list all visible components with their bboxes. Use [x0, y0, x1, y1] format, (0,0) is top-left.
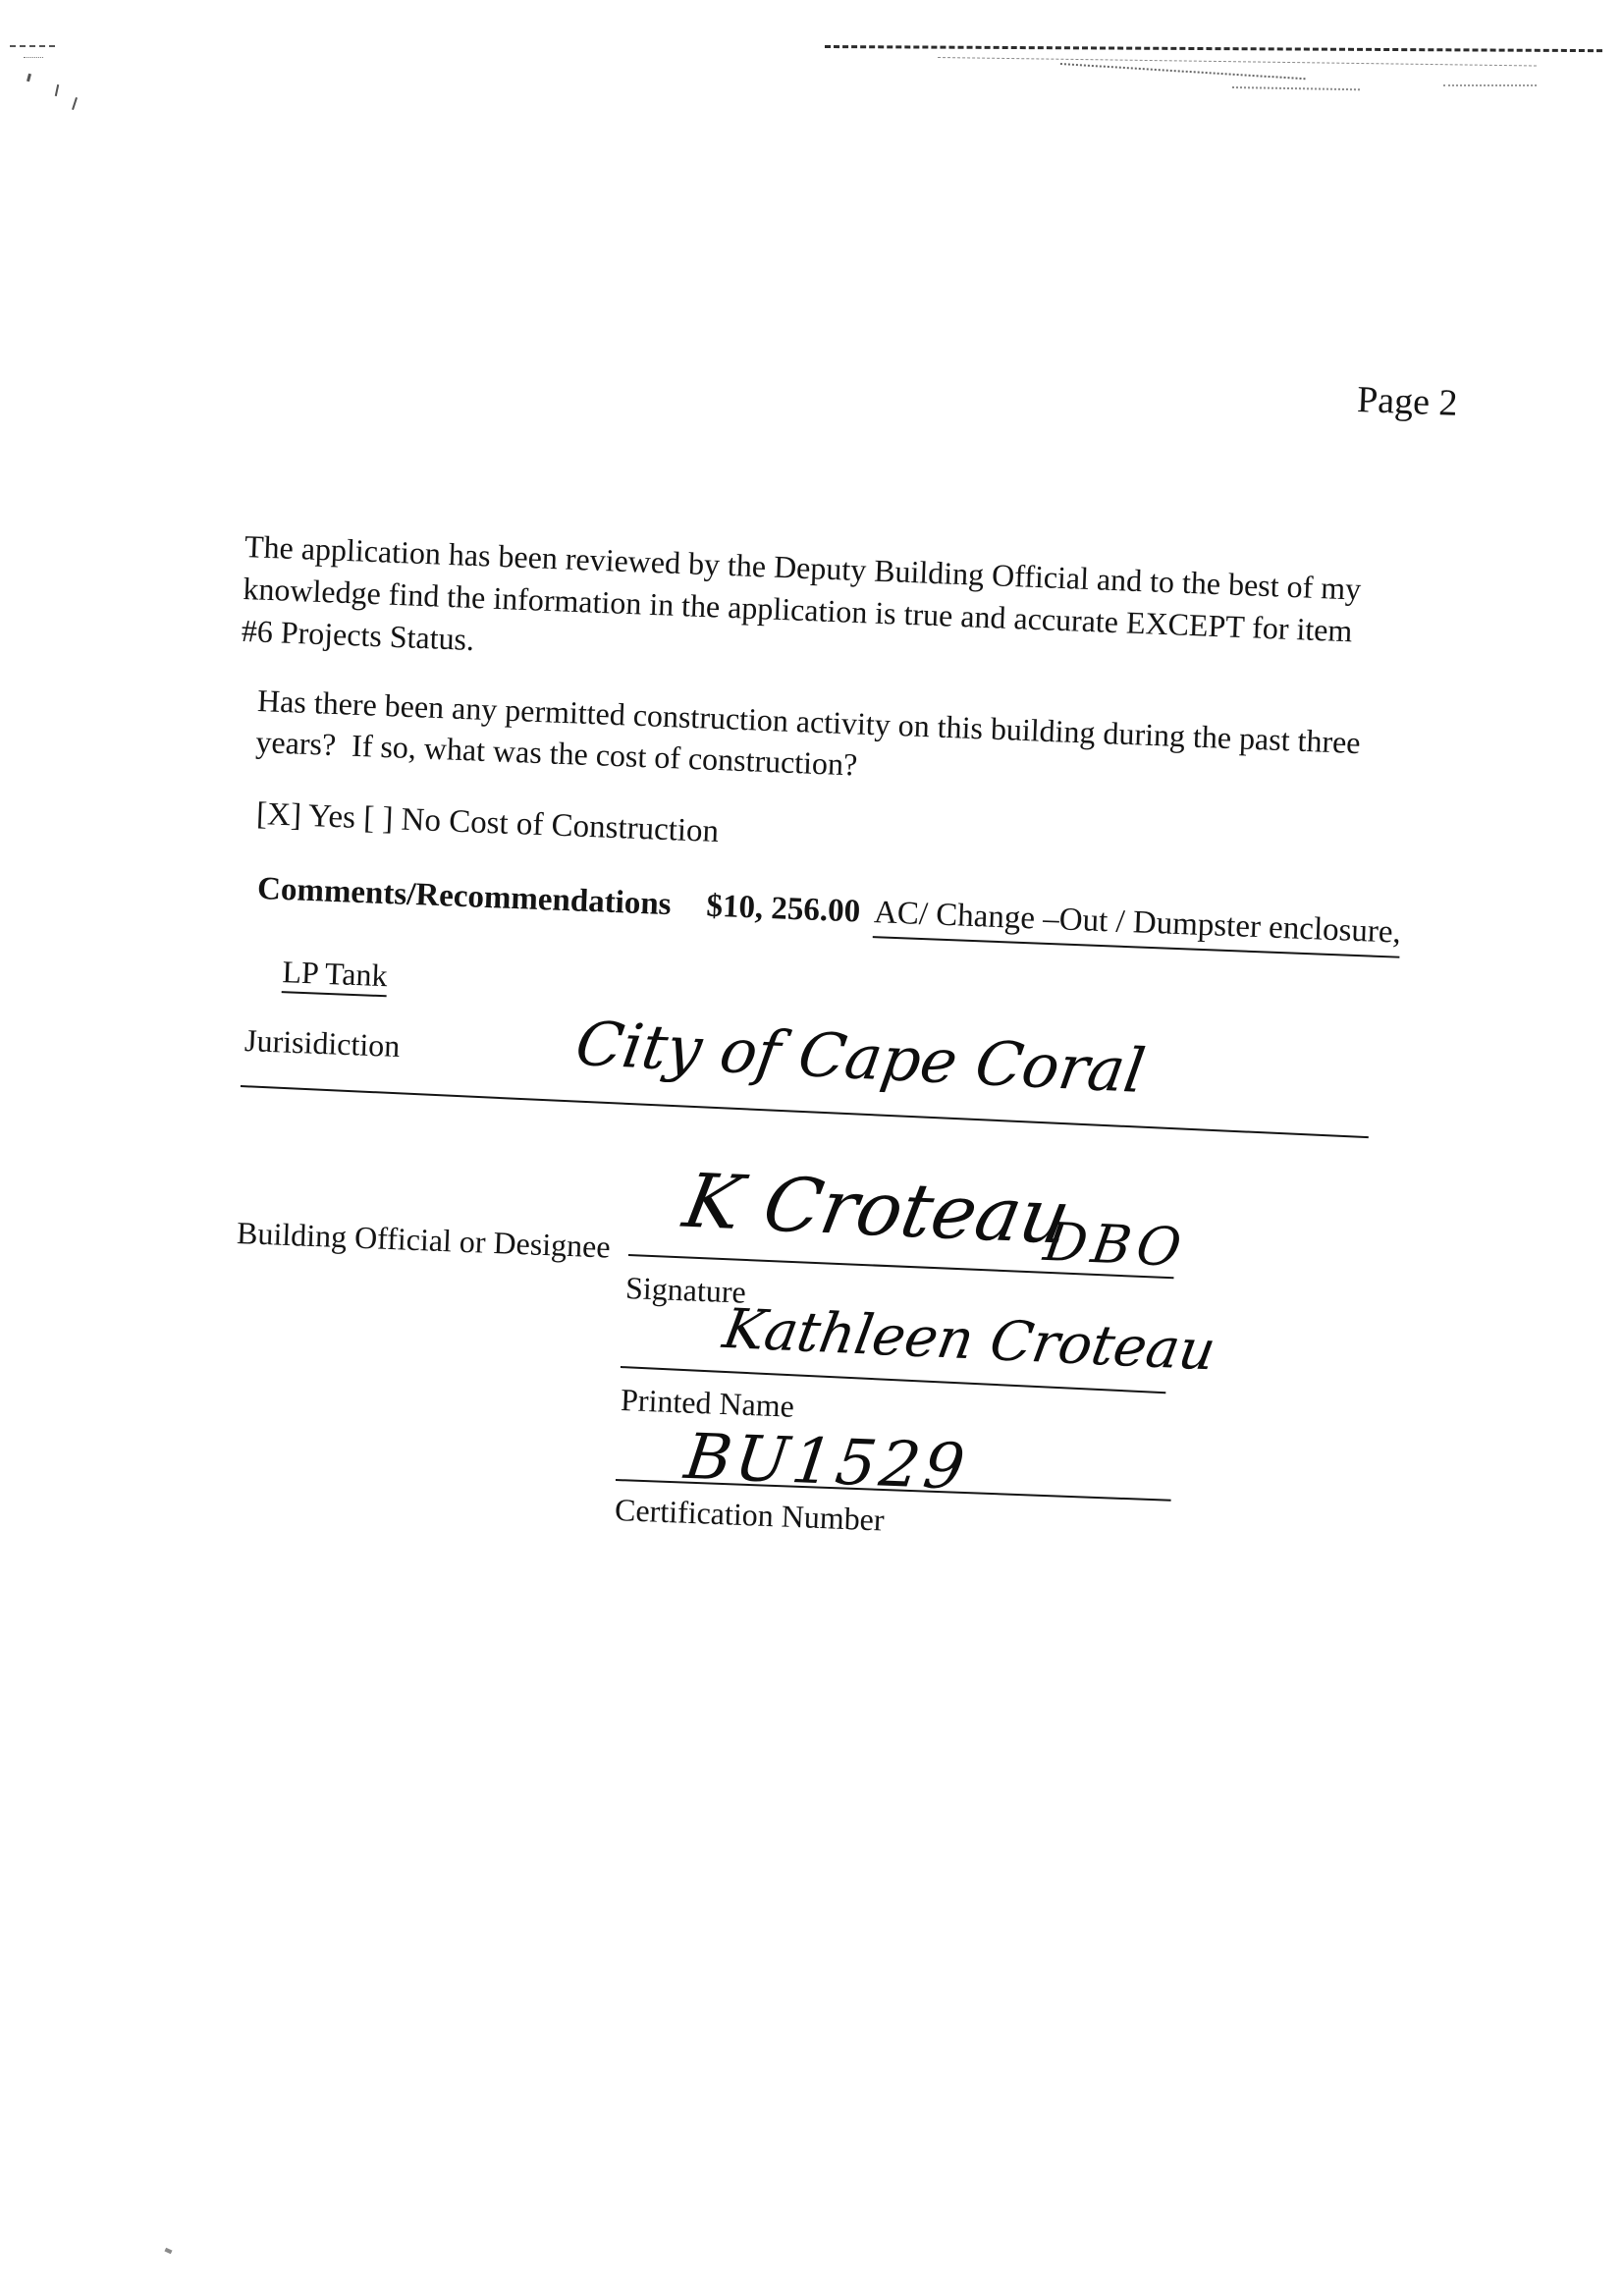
scan-noise-dots [1232, 86, 1360, 90]
signature-handwriting: K Croteau [676, 1157, 1077, 1261]
lp-tank-text: LP Tank [282, 954, 389, 997]
comments-amount: $10, 256.00 [705, 888, 861, 930]
jurisdiction-handwriting: City of Cape Coral [570, 1008, 1150, 1107]
yes-no-answer-line: [X] Yes [ ] No Cost of Construction [255, 795, 720, 850]
certification-number-handwriting: BU1529 [680, 1421, 973, 1504]
scan-noise-line [825, 45, 1602, 52]
scan-speck [27, 74, 31, 82]
scan-speck [72, 97, 78, 110]
scan-speck-bottom [164, 2248, 172, 2255]
comments-detail: AC/ Change –Out / Dumpster enclosure, [873, 892, 1401, 958]
comments-label: Comments/Recommendations [256, 870, 673, 923]
scan-noise-dots [1060, 63, 1306, 80]
scan-noise-dash [24, 57, 43, 58]
page-number: Page 2 [1356, 379, 1459, 424]
jurisdiction-label: Jurisidiction [243, 1021, 401, 1065]
jurisdiction-line [241, 1085, 1369, 1138]
scan-noise-line-faint [938, 57, 1537, 67]
signature-suffix-handwriting: DBO [1040, 1211, 1190, 1279]
scan-noise-dash [10, 45, 55, 47]
signature-label: Signature [624, 1269, 747, 1310]
review-paragraph: The application has been reviewed by the Deputy Building Official and to the best of my knowledge find the information in the application is true and accurate EXCEPT for item #6 Projects Status. [241, 527, 1362, 658]
activity-question-paragraph: Has there been any permitted construction activity on this building during the past three years? If so, what was the cost of construction? [254, 682, 1362, 783]
official-label: Building Official or Designee [236, 1214, 612, 1265]
printed-name-handwriting: Kathleen Croteau [718, 1297, 1220, 1384]
certification-label: Certification Number [614, 1491, 886, 1538]
scan-speck [55, 84, 59, 96]
scan-noise-dots [1443, 84, 1537, 86]
comments-row [256, 868, 1401, 958]
printed-name-label: Printed Name [620, 1381, 795, 1424]
